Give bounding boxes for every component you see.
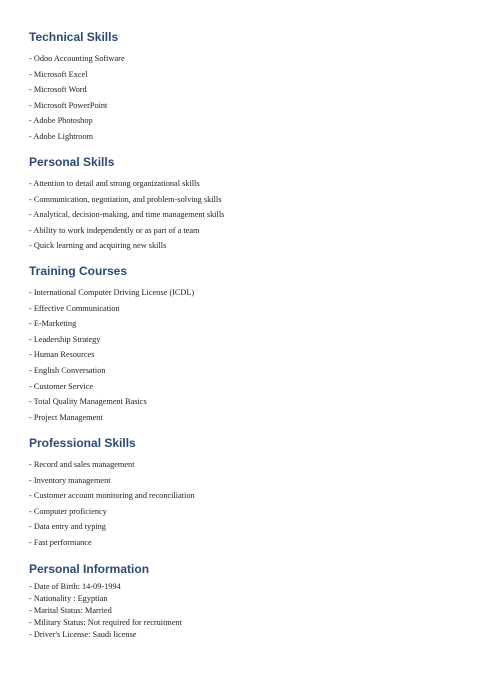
list-item: - Attention to detail and strong organizational skills	[29, 179, 200, 188]
list-item: - Adobe Lightroom	[29, 131, 94, 141]
training-courses-list	[29, 285, 449, 425]
section-heading: Personal Skills	[29, 155, 115, 169]
list-item: - Customer Service	[29, 381, 94, 391]
list-item: - Ability to work independently or as part of a team	[29, 225, 200, 235]
list-item: - International Computer Driving License (ICDL)	[29, 288, 195, 297]
list-item: - Analytical, decision-making, and time management skills	[29, 210, 225, 220]
list-item: - Fast performance	[29, 537, 92, 547]
section-heading: Technical Skills	[29, 30, 119, 44]
section-heading: Personal Information	[29, 562, 150, 576]
list-item: - Inventory management	[29, 475, 111, 485]
list-item: - Computer proficiency	[29, 506, 107, 516]
section-heading: Training Courses	[29, 264, 128, 278]
professional-skills-list	[29, 457, 449, 551]
professional-skills-section	[29, 436, 449, 551]
list-item: - E-Marketing	[29, 319, 77, 329]
list-item: - English Conversation	[29, 365, 106, 375]
list-item: - Marital Status: Married	[29, 606, 112, 615]
personal-skills-list	[29, 176, 449, 254]
list-item: - Effective Communication	[29, 303, 120, 313]
list-item: - Microsoft PowerPoint	[29, 100, 108, 110]
technical-skills-section	[29, 30, 449, 145]
list-item: - Communication, negotiation, and problem-solving skills	[29, 194, 222, 204]
section-heading: Professional Skills	[29, 436, 136, 450]
list-item: - Nationality : Egyptian	[29, 594, 108, 603]
personal-information-section	[29, 562, 449, 641]
list-item: - Odoo Accounting Software	[29, 54, 125, 63]
list-item: - Microsoft Word	[29, 85, 87, 95]
list-item: - Data entry and typing	[29, 522, 106, 532]
training-courses-section	[29, 264, 449, 425]
list-item: - Record and sales management	[29, 460, 135, 469]
list-item: - Microsoft Excel	[29, 69, 88, 79]
list-item: - Leadership Strategy	[29, 334, 101, 344]
personal-skills-section	[29, 155, 449, 254]
technical-skills-list	[29, 51, 449, 145]
list-item: - Military Status: Not required for recruitment	[29, 618, 182, 627]
list-item: - Adobe Photoshop	[29, 116, 93, 126]
list-item: - Customer account monitoring and reconciliation	[29, 491, 195, 501]
personal-information-list	[29, 581, 449, 641]
list-item: - Project Management	[29, 412, 103, 422]
list-item: - Human Resources	[29, 350, 95, 360]
list-item: - Quick learning and acquiring new skills	[29, 241, 167, 251]
list-item: - Driver's License: Saudi license	[29, 630, 137, 639]
list-item: - Date of Birth: 14-09-1994	[29, 582, 121, 591]
list-item: - Total Quality Management Basics	[29, 397, 147, 407]
